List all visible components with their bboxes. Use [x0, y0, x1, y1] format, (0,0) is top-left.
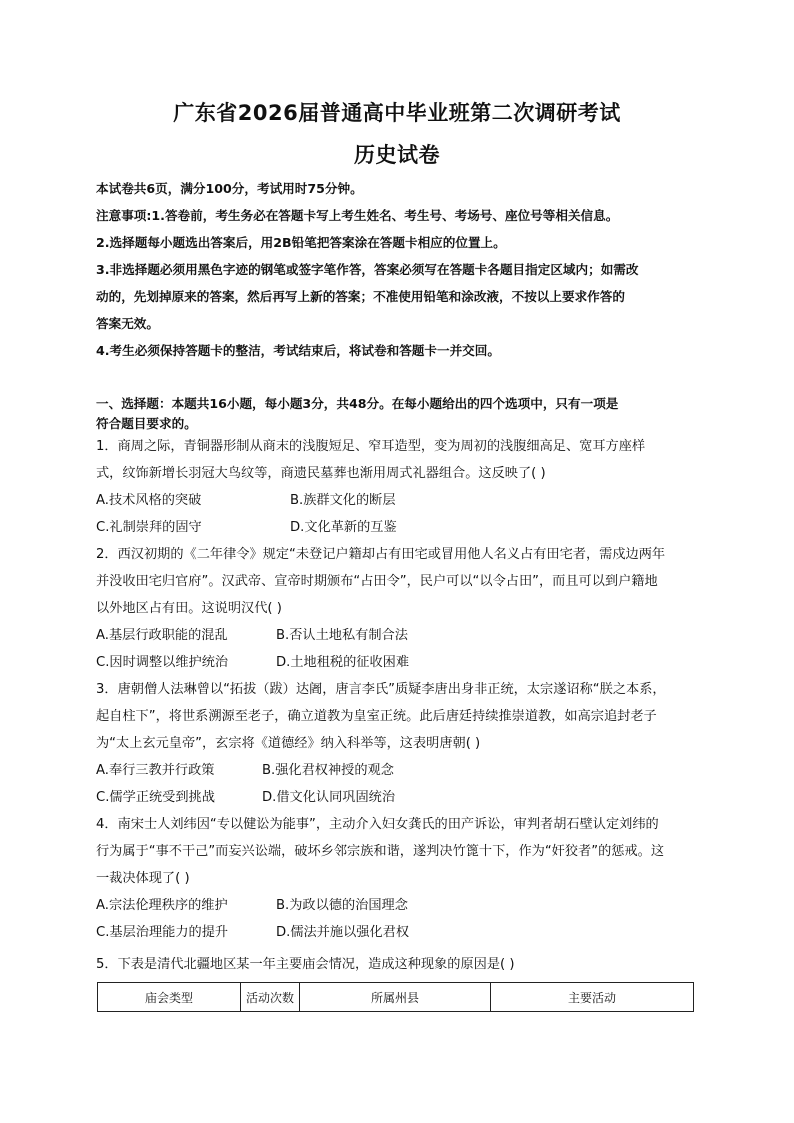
option-d: D.土地租税的征收困难 — [276, 655, 410, 670]
notice-line: 答案无效。 — [96, 316, 159, 331]
question-text: 5．下表是清代北疆地区某一年主要庙会情况，造成这种现象的原因是( ) — [96, 957, 515, 972]
question-text: 3．唐朝僧人法琳曾以“拓拔（跋）达阇，唐言李氏”质疑李唐出身非正统，太宗遂诏称“朕之本系， — [96, 682, 666, 697]
option-c: C.基层治理能力的提升 — [96, 925, 229, 940]
notice-line: 注意事项:1.答卷前，考生务必在答题卡写上考生姓名、考生号、考场号、座位号等相关信息。 — [96, 208, 619, 223]
section-heading: 符合题目要求的。 — [96, 416, 197, 431]
option-c: C.儒学正统受到挑战 — [96, 790, 215, 805]
question-text: 2．西汉初期的《二年律令》规定“未登记户籍却占有田宅或冒用他人名义占有田宅者，需戍边两年 — [96, 547, 666, 562]
notice-line: 2.选择题每小题选出答案后，用2B铅笔把答案涂在答题卡相应的位置上。 — [96, 235, 506, 250]
option-a: A.技术风格的突破 — [96, 493, 202, 508]
question-text: 以外地区占有田。这说明汉代( ) — [96, 601, 282, 616]
exam-subtitle: 历史试卷 — [354, 143, 440, 167]
notice-line: 3.非选择题必须用黑色字迹的钢笔或签字笔作答，答案必须写在答题卡各题目指定区域内；如需改 — [96, 262, 639, 277]
option-d: D.儒法并施以强化君权 — [276, 925, 410, 940]
question-text: 为“太上玄元皇帝”，玄宗将《道德经》纳入科举等，这表明唐朝( ) — [96, 736, 481, 751]
option-d: D.借文化认同巩固统治 — [262, 790, 396, 805]
option-d: D.文化革新的互鉴 — [290, 520, 397, 535]
option-c: C.因时调整以维护统治 — [96, 655, 229, 670]
option-b: B.族群文化的断层 — [290, 493, 396, 508]
option-a: A.宗法伦理秩序的维护 — [96, 898, 228, 913]
option-a: A.基层行政职能的混乱 — [96, 628, 228, 643]
question-text: 4．南宋士人刘纬因“专以健讼为能事”，主动介入妇女龚氏的田产诉讼，审判者胡石壁认定刘纬的 — [96, 817, 659, 832]
table-header-cell: 活动次数 — [241, 983, 300, 1012]
table-header-cell: 所属州县 — [300, 983, 491, 1012]
question-text: 起自柱下”，将世系溯源至老子，确立道教为皇室正统。此后唐廷持续推崇道教，如高宗追封老子 — [96, 709, 657, 724]
temple-fair-table — [97, 982, 694, 1012]
question-text: 并没收田宅归官府”。汉武帝、宣帝时期颁布“占田令”，民户可以“以令占田”，而且可以到户籍地 — [96, 574, 658, 589]
option-b: B.为政以德的治国理念 — [276, 898, 408, 913]
question-text: 1．商周之际，青铜器形制从商末的浅腹短足、窄耳造型，变为周初的浅腹细高足、宽耳方座样 — [96, 439, 646, 454]
question-text: 行为属于“事不干己”而妄兴讼端，破坏乡邻宗族和谐，遂判决竹篦十下，作为“奸狡者”的惩戒。这 — [96, 844, 665, 859]
option-c: C.礼制崇拜的固守 — [96, 520, 202, 535]
table-header-row — [98, 983, 694, 1012]
exam-title: 广东省2026届普通高中毕业班第二次调研考试 — [173, 101, 621, 125]
option-a: A.奉行三教并行政策 — [96, 763, 215, 778]
section-heading: 一、选择题：本题共16小题，每小题3分，共48分。在每小题给出的四个选项中，只有一项是 — [96, 396, 619, 411]
question-text: 一裁决体现了( ) — [96, 871, 190, 886]
notice-line: 动的，先划掉原来的答案，然后再写上新的答案；不准使用铅笔和涂改液，不按以上要求作答的 — [96, 289, 625, 304]
notice-line: 本试卷共6页，满分100分，考试用时75分钟。 — [96, 181, 363, 196]
option-b: B.否认土地私有制合法 — [276, 628, 408, 643]
table-header-cell: 庙会类型 — [98, 983, 241, 1012]
notice-line: 4.考生必须保持答题卡的整洁，考试结束后，将试卷和答题卡一并交回。 — [96, 343, 500, 358]
table-header-cell: 主要活动 — [491, 983, 694, 1012]
option-b: B.强化君权神授的观念 — [262, 763, 394, 778]
question-text: 式，纹饰新增长羽冠大鸟纹等，商遗民墓葬也渐用周式礼器组合。这反映了( ) — [96, 466, 546, 481]
